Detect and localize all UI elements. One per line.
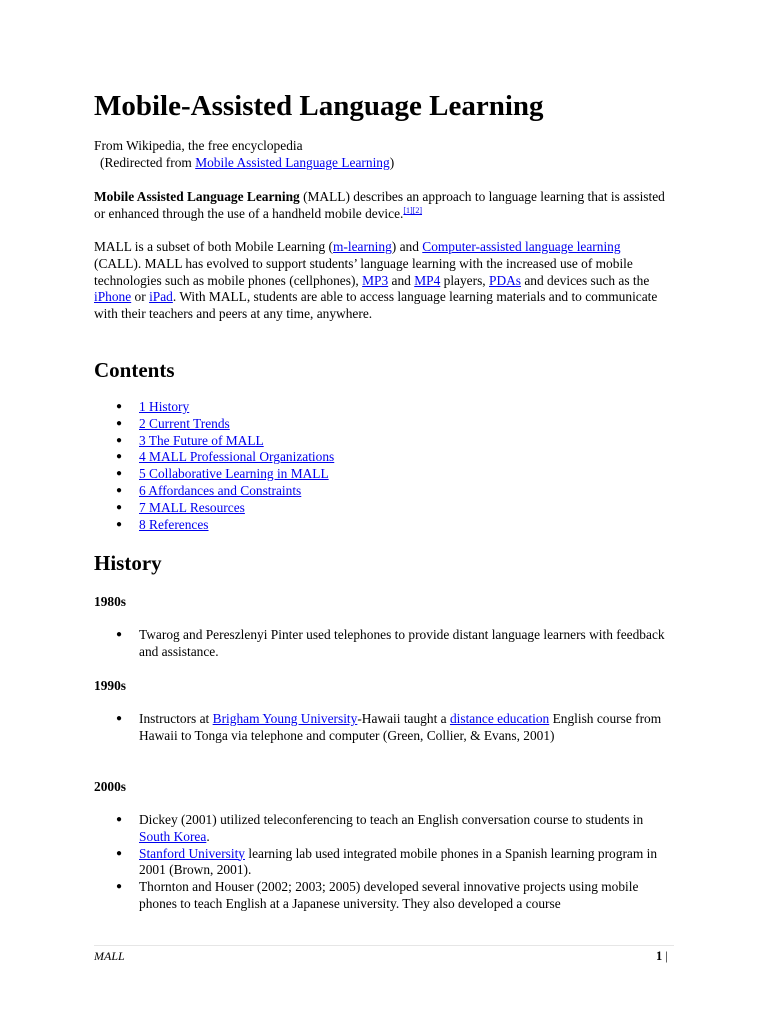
toc-link-history[interactable]: 1 History (139, 399, 190, 414)
bullet-icon: ● (116, 434, 123, 446)
bullet-icon: ● (116, 814, 123, 825)
bullet-icon: ● (116, 451, 123, 463)
subheading-1990s: 1990s (94, 678, 126, 693)
toc-link-organizations[interactable]: 4 MALL Professional Organizations (139, 449, 335, 465)
bullet-icon: ● (116, 713, 123, 724)
stanford-link[interactable]: Stanford University (139, 845, 245, 861)
bullet-icon: ● (116, 629, 123, 640)
pdas-link[interactable]: PDAs (489, 272, 521, 288)
footer-divider (94, 945, 674, 946)
toc-item (94, 500, 669, 517)
toc-link-future[interactable]: 3 The Future of MALL (139, 432, 264, 448)
redirect-link[interactable]: Mobile Assisted Language Learning (195, 155, 390, 170)
history-heading: History (94, 551, 162, 575)
source-line: From Wikipedia, the free encyclopedia (94, 138, 303, 153)
iphone-link[interactable]: iPhone (94, 289, 132, 305)
toc-item (94, 466, 669, 483)
south-korea-link[interactable]: South Korea (139, 828, 207, 844)
toc-link-affordances[interactable]: 6 Affordances and Constraints (139, 482, 302, 498)
table-of-contents (94, 399, 669, 533)
toc-item (94, 433, 669, 450)
redirect-notice: (Redirected from Mobile Assisted Language Learning) (100, 155, 395, 170)
bullet-icon: ● (116, 401, 123, 412)
list-item: ● Dickey (2001) utilized teleconferencing to teach an English conversation course to students in South Korea. (116, 812, 644, 844)
byu-link[interactable]: Brigham Young University (212, 711, 358, 726)
ipad-link[interactable]: iPad (149, 289, 173, 305)
reference-link[interactable]: [1][2] (403, 205, 423, 215)
page-title: Mobile-Assisted Language Learning (94, 90, 544, 122)
bullet-icon: ● (116, 468, 123, 480)
page-number: 1 | (656, 949, 668, 963)
list-item: ● Twarog and Pereszlenyi Pinter used telephones to provide distant language learners with feedback and assistance. (116, 627, 665, 659)
list-1980s (94, 627, 669, 661)
list-item: ● Stanford University learning lab used integrated mobile phones in a Spanish learning program in 2001 (Brown, 2001). (116, 845, 658, 878)
toc-link-current-trends[interactable]: 2 Current Trends (139, 415, 230, 431)
bullet-icon: ● (116, 847, 123, 859)
mp4-link[interactable]: MP4 (414, 272, 441, 288)
list-2000s (94, 812, 669, 913)
bullet-icon: ● (116, 501, 123, 513)
footer-running-title: MALL (94, 949, 125, 963)
contents-heading: Contents (94, 358, 175, 382)
toc-link-resources[interactable]: 7 MALL Resources (139, 499, 245, 515)
toc-link-references[interactable]: 8 References (139, 516, 209, 532)
list-item: ● Instructors at Brigham Young University-Hawaii taught a distance education English course from Hawaii to Tonga via telephone and computer (Green, Collier, & Evans, 2001) (116, 711, 662, 743)
mp3-link[interactable]: MP3 (362, 272, 389, 288)
bullet-icon: ● (116, 881, 123, 893)
toc-item (94, 449, 669, 466)
bullet-icon: ● (116, 484, 123, 496)
bullet-icon: ● (116, 417, 123, 429)
list-1990s (94, 711, 669, 745)
subset-paragraph: MALL is a subset of both Mobile Learning (m-learning) and Computer-assisted language learning (CALL). MALL has evolved to support students’ language learning with the increased use of mobile technologies such as mobile phones (cellphones), MP3 and MP4 players, PDAs and devices such as the iPhone or iPad. With MALL, students are able to access language learning materials and to communicate with their teachers and peers at any time, anywhere. (94, 239, 658, 322)
m-learning-link[interactable]: m-learning (333, 239, 392, 254)
toc-item (94, 483, 669, 500)
toc-item (94, 416, 669, 433)
toc-item (94, 399, 669, 416)
toc-item (94, 517, 669, 534)
distance-education-link[interactable]: distance education (449, 711, 550, 726)
intro-bold-term: Mobile Assisted Language Learning (94, 189, 300, 204)
intro-paragraph: Mobile Assisted Language Learning (MALL) describes an approach to language learning that is assisted or enhanced through the use of a handheld mobile device.[1][2] (94, 189, 665, 221)
call-link[interactable]: Computer-assisted language learning (422, 239, 621, 254)
toc-link-collaborative[interactable]: 5 Collaborative Learning in MALL (139, 466, 329, 482)
subheading-1980s: 1980s (94, 594, 126, 609)
subheading-2000s: 2000s (94, 779, 126, 794)
bullet-icon: ● (116, 518, 123, 530)
list-item: ● Thornton and Houser (2002; 2003; 2005) developed several innovative projects using mobile phones to teach English at a Japanese university. They also developed a course (116, 879, 639, 911)
